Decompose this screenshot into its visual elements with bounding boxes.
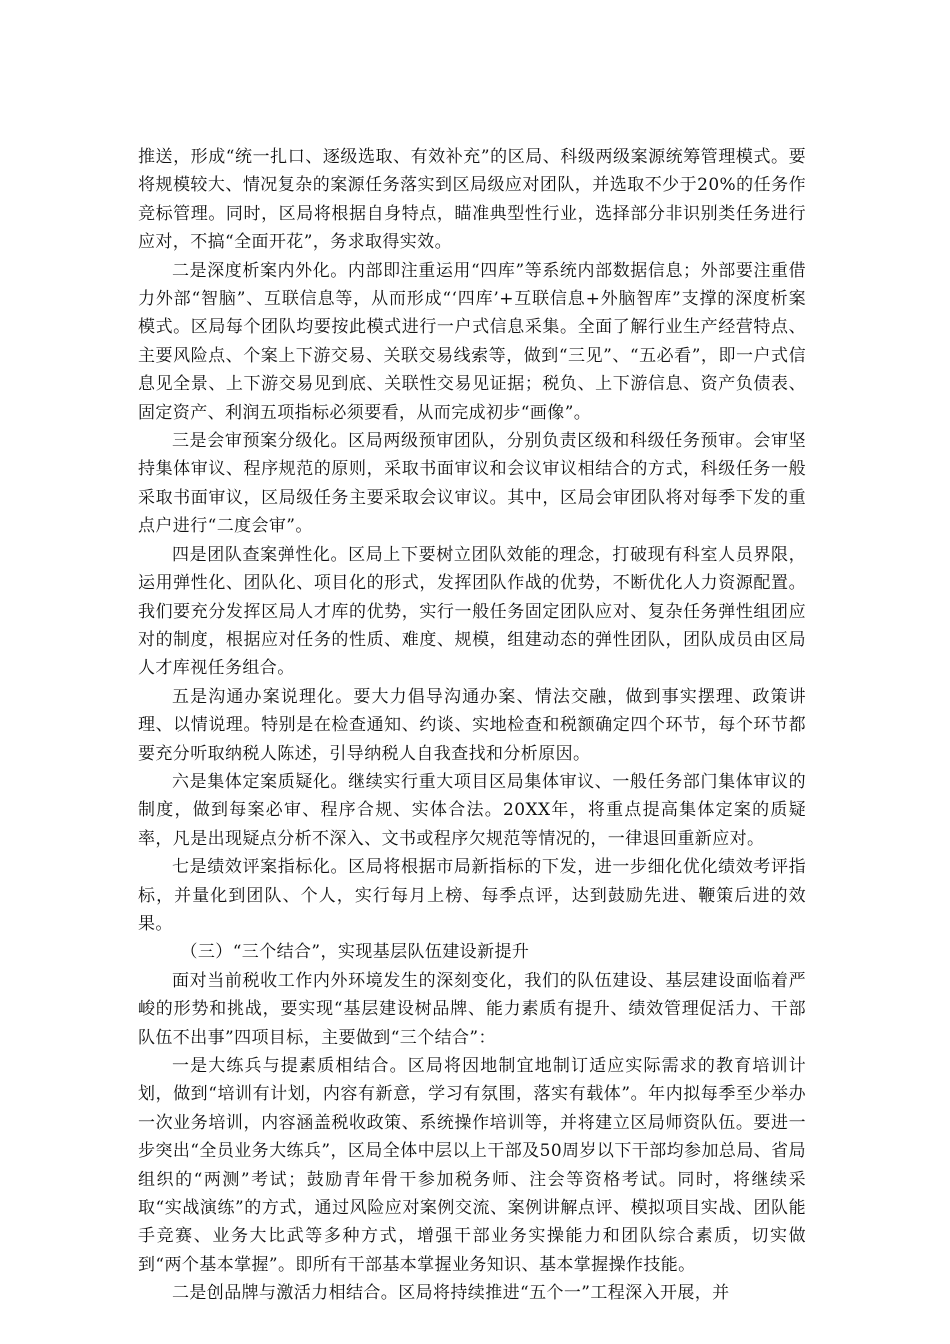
paragraph-flexible-team: 四是团队查案弹性化。区局上下要树立团队效能的理念，打破现有科室人员界限，运用弹性化、团队化、项目化的形式，发挥团队作战的优势，不断优化人力资源配置。我们要充分发挥区局人才库的优势，实行一般任务固定团队应对、复杂任务弹性组团应对的制度，根据应对任务的性质、难度、规模，组建动态的弹性团队，团队成员由区局人才库视任务组合。	[138, 544, 806, 679]
paragraph-performance-evaluation: 七是绩效评案指标化。区局将根据市局新指标的下发，进一步细化优化绩效考评指标，并量化到团队、个人，实行每月上榜、每季点评，达到鼓励先进、鞭策后进的效果。	[138, 857, 806, 934]
paragraph-graded-review: 三是会审预案分级化。区局两级预审团队，分别负责区级和科级任务预审。会审坚持集体审议、程序规范的原则，采取书面审议和会议审议相结合的方式，科级任务一般采取书面审议，区局级任务主要采取会议审议。其中，区局会审团队将对每季下发的重点户进行“二度会审”。	[138, 431, 806, 537]
paragraph-training-quality: 一是大练兵与提素质相结合。区局将因地制宜地制订适应实际需求的教育培训计划，做到“培训有计划，内容有新意，学习有氛围，落实有载体”。年内拟每季至少举办一次业务培训，内容涵盖税收政策、系统操作培训等，并将建立区局师资队伍。要进一步突出“全员业务大练兵”，区局全体中层以上干部及50周岁以下干部均参加总局、省局组织的“两测”考试；鼓励青年骨干参加税务师、注会等资格考试。同时，将继续采取“实战演练”的方式，通过风险应对案例交流、案例讲解点评、模拟项目实战、团队能手竞赛、业务大比武等多种方式，增强干部业务实操能力和团队综合素质，切实做到“两个基本掌握”。即所有干部基本掌握业务知识、基本掌握操作技能。	[138, 1056, 806, 1275]
document-body	[138, 143, 806, 1308]
paragraph-deep-analysis: 二是深度析案内外化。内部即注重运用“四库”等系统内部数据信息；外部要注重借力外部“智脑”、互联信息等，从而形成“‘四库’+互联信息+外脑智库”支撑的深度析案模式。区局每个团队均要按此模式进行一户式信息采集。全面了解行业生产经营特点、主要风险点、个案上下游交易、关联交易线索等，做到“三见”、“五必看”，即一户式信息见全景、上下游交易见到底、关联性交易见证据；税负、上下游信息、资产负债表、固定资产、利润五项指标必须要看，从而完成初步“画像”。	[138, 260, 806, 423]
section-heading-three-combinations: （三）“三个结合”，实现基层队伍建设新提升	[180, 942, 530, 963]
paragraph-collective-decision: 六是集体定案质疑化。继续实行重大项目区局集体审议、一般任务部门集体审议的制度，做到每案必审、程序合规、实体合法。20XX年，将重点提高集体定案的质疑率，凡是出现疑点分析不深入、文书或程序欠规范等情况的，一律退回重新应对。	[138, 771, 806, 849]
paragraph-case-source-continuation: 推送，形成“统一扎口、逐级选取、有效补充”的区局、科级两级案源统筹管理模式。要将规模较大、情况复杂的案源任务落实到区局级应对团队，并选取不少于20%的任务作竞标管理。同时，区局将根据自身特点，瞄准典型性行业，选择部分非识别类任务进行应对，不搞“全面开花”，务求取得实效。	[138, 147, 806, 253]
paragraph-communication: 五是沟通办案说理化。要大力倡导沟通办案、情法交融，做到事实摆理、政策讲理、以情说理。特别是在检查通知、约谈、实地检查和税额确定四个环节，每个环节都要充分听取纳税人陈述，引导纳税人自我查找和分析原因。	[138, 686, 806, 764]
paragraph-team-building-intro: 面对当前税收工作内外环境发生的深刻变化，我们的队伍建设、基层建设面临着严峻的形势和挑战，要实现“基层建设树品牌、能力素质有提升、绩效管理促活力、干部队伍不出事”四项目标，主要做到“三个结合”：	[138, 970, 806, 1048]
paragraph-brand-vitality: 二是创品牌与激活力相结合。区局将持续推进“五个一”工程深入开展，并	[172, 1283, 730, 1304]
